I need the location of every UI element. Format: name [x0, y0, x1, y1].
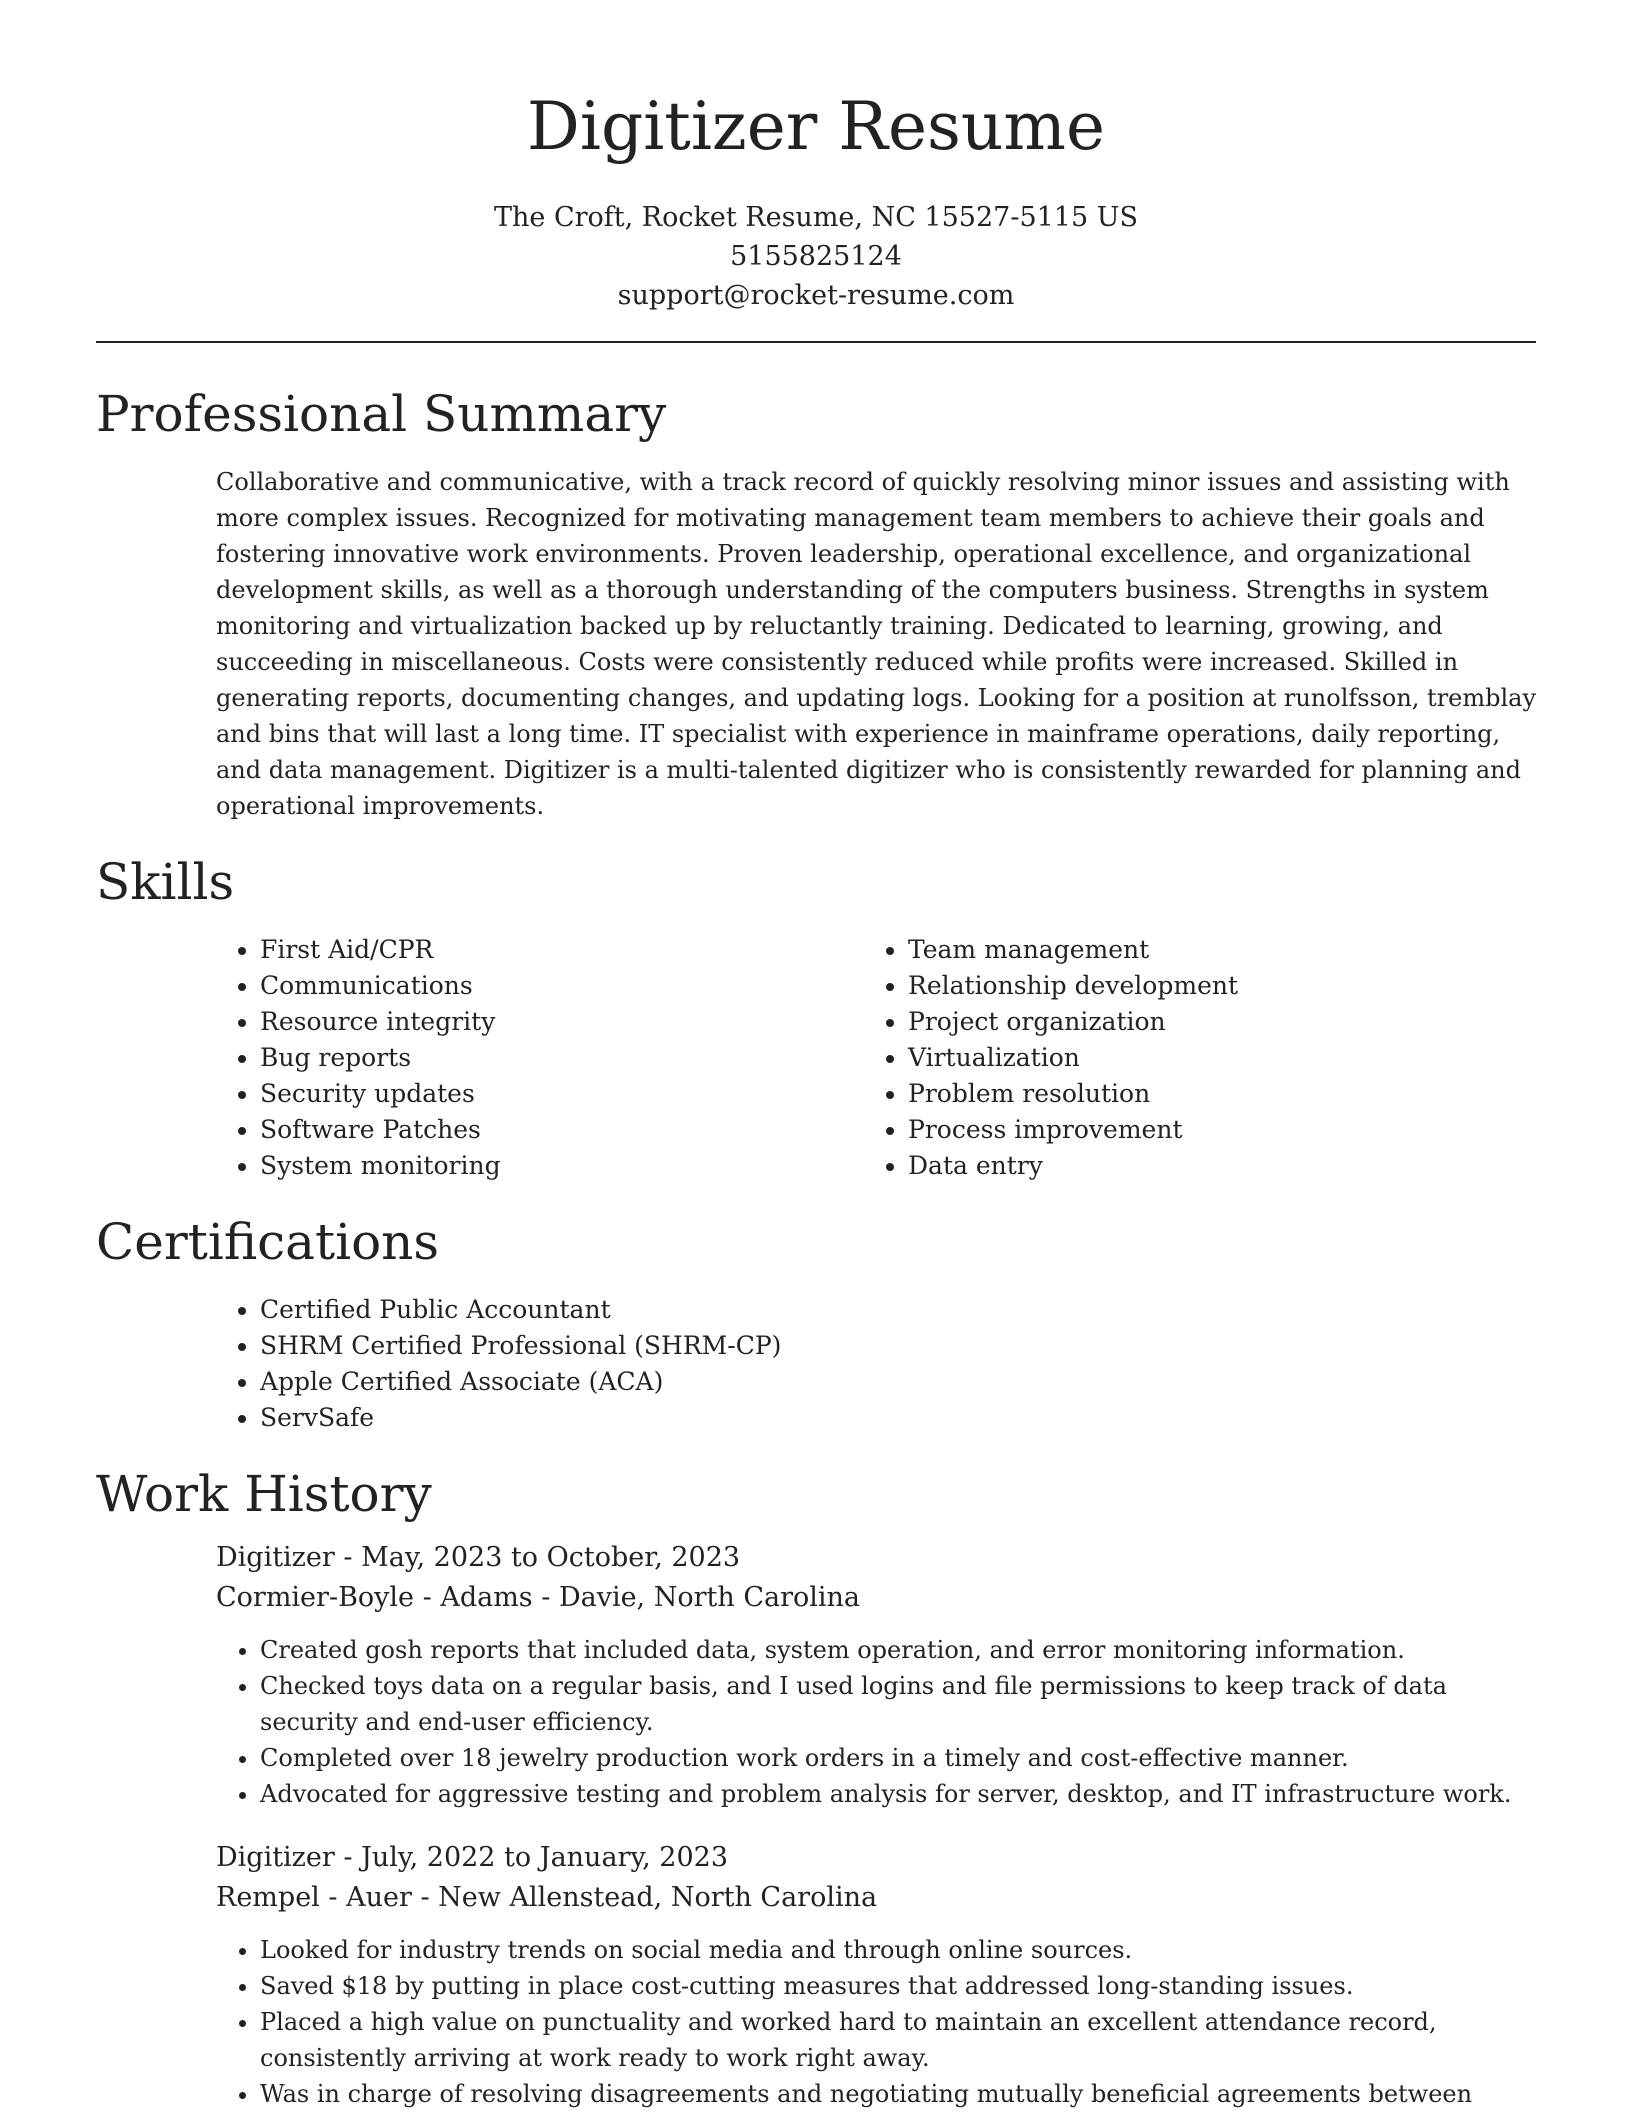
job-bullet: • Advocated for aggressive testing and problem analysis for server, desktop, and IT infrastructure work. — [260, 1776, 1540, 1812]
skills-list-left — [96, 932, 746, 1184]
skills-list-right — [746, 932, 1394, 1184]
certifications-list — [96, 1292, 1536, 1436]
certifications-heading: Certifications — [96, 1213, 440, 1271]
resume-title: Digitizer Resume — [526, 88, 1106, 165]
work-history-heading: Work History — [96, 1465, 432, 1523]
job-entry — [216, 1838, 1536, 2112]
job-bullet: • Looked for industry trends on social media and through online sources. — [260, 1932, 1540, 1968]
skill-item: • First Aid/CPR — [260, 932, 746, 968]
skill-item: • Virtualization — [908, 1040, 1394, 1076]
skill-item: • Bug reports — [260, 1040, 746, 1076]
skill-item: • Project organization — [908, 1004, 1394, 1040]
job-company-line: Cormier-Boyle - Adams - Davie, North Carolina — [216, 1582, 861, 1613]
skill-item: • Resource integrity — [260, 1004, 746, 1040]
job-bullet: • Created gosh reports that included data, system operation, and error monitoring information. — [260, 1632, 1540, 1668]
skill-item: • Communications — [260, 968, 746, 1004]
job-entry — [216, 1538, 1536, 1812]
skills-heading: Skills — [96, 853, 235, 911]
skills-columns — [96, 932, 1536, 1184]
job-bullet: • Completed over 18 jewelry production work orders in a timely and cost-effective manner. — [260, 1740, 1540, 1776]
resume-body — [96, 378, 1536, 2112]
job-title-line: Digitizer - July, 2022 to January, 2023 — [216, 1842, 728, 1873]
header-divider — [96, 341, 1536, 343]
job-title-line: Digitizer - May, 2023 to October, 2023 — [216, 1542, 741, 1573]
job-bullet: • Placed a high value on punctuality and worked hard to maintain an excellent attendance record, consistently arriving at work ready to work right away. — [260, 2004, 1540, 2076]
summary-text: Collaborative and communicative, with a track record of quickly resolving minor issues and assisting with more complex issues. Recognized for motivating management team members to achieve their goals and fostering innovative work environments. Proven leadership, operational excellence, and organizational development skills, as well as a thorough understanding of the computers business. Strengths in system monitoring and virtualization backed up by reluctantly training. Dedicated to learning, growing, and succeeding in miscellaneous. Costs were consistently reduced while profits were increased. Skilled in generating reports, documenting changes, and updating logs. Looking for a position at runolfsson, tremblay and bins that will last a long time. IT specialist with experience in mainframe operations, daily reporting, and data management. Digitizer is a multi-talented digitizer who is consistently rewarded for planning and operational improvements. — [216, 468, 1537, 820]
skill-item: • Data entry — [908, 1148, 1394, 1184]
summary-heading: Professional Summary — [96, 385, 667, 443]
job-bullet: • Saved $18 by putting in place cost-cutting measures that addressed long-standing issues. — [260, 1968, 1540, 2004]
certification-item: • SHRM Certified Professional (SHRM-CP) — [260, 1328, 1536, 1364]
skill-item: • Relationship development — [908, 968, 1394, 1004]
skill-item: • System monitoring — [260, 1148, 746, 1184]
job-bullet: • Checked toys data on a regular basis, and I used logins and file permissions to keep track of data security and end-user efficiency. — [260, 1668, 1540, 1740]
job-company-line: Rempel - Auer - New Allenstead, North Carolina — [216, 1882, 878, 1913]
job-bullets — [216, 1632, 1540, 1812]
skill-item: • Problem resolution — [908, 1076, 1394, 1112]
phone: 5155825124 — [730, 241, 902, 272]
job-bullets — [216, 1932, 1540, 2112]
skill-item: • Process improvement — [908, 1112, 1394, 1148]
resume-header — [0, 0, 1632, 315]
certification-item: • Certified Public Accountant — [260, 1292, 1536, 1328]
certification-item: • ServSafe — [260, 1400, 1536, 1436]
address: The Croft, Rocket Resume, NC 15527-5115 US — [494, 202, 1138, 233]
skill-item: • Security updates — [260, 1076, 746, 1112]
job-bullet: • Was in charge of resolving disagreements and negotiating mutually beneficial agreements between — [260, 2076, 1540, 2112]
skill-item: • Software Patches — [260, 1112, 746, 1148]
email: support@rocket-resume.com — [617, 280, 1015, 311]
certification-item: • Apple Certified Associate (ACA) — [260, 1364, 1536, 1400]
skill-item: • Team management — [908, 932, 1394, 968]
